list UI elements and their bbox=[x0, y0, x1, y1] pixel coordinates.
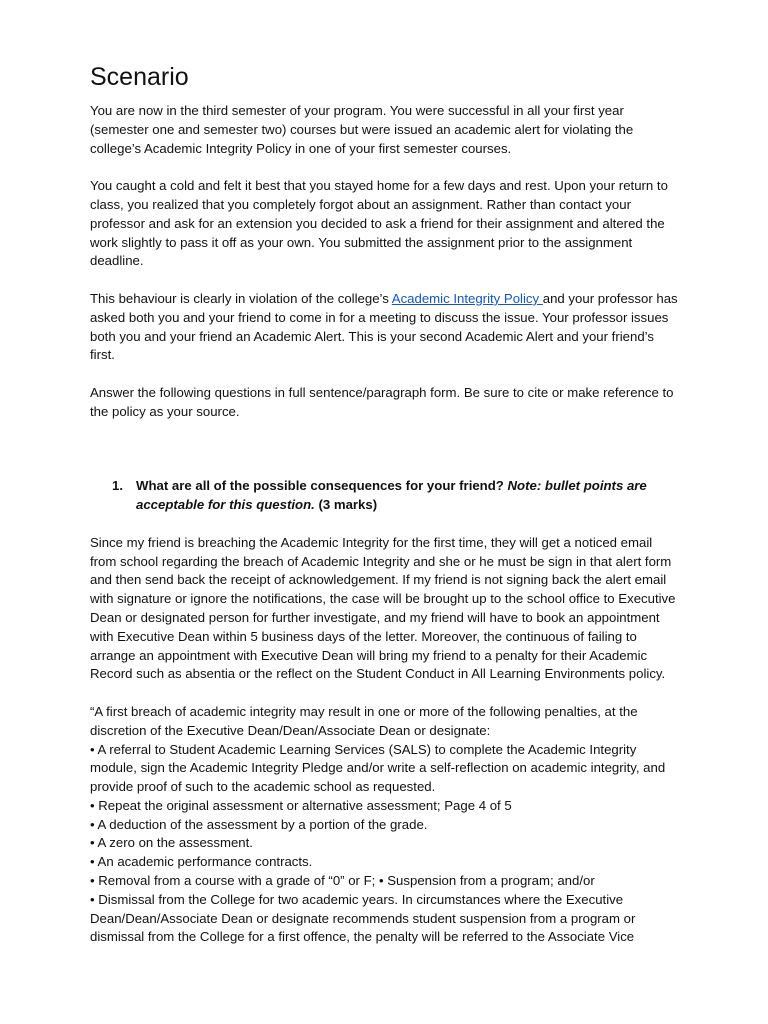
list-item: • An academic performance contracts. bbox=[90, 854, 313, 870]
question-number: 1. bbox=[112, 478, 123, 494]
scenario-paragraph-1: You are now in the third semester of your program. You were successful in all your first year (semester one and semester two) courses but were issued an academic alert for violating the college’s Academic Integrity Policy in one of your first semester courses. bbox=[90, 103, 634, 156]
list-item: • Repeat the original assessment or alternative assessment; Page 4 of 5 bbox=[90, 797, 512, 813]
answer-1 bbox=[90, 534, 680, 948]
list-item: • A deduction of the assessment by a portion of the grade. bbox=[90, 816, 428, 832]
list-item: • Dismissal from the College for two academic years. In circumstances where the Executive Dean/Dean/Associate Dean or designate recommends student suspension from a program or dismissal from the College for a first offence, the penalty will be referred to the Associate Vice bbox=[90, 891, 636, 945]
scenario-paragraph-2: You caught a cold and felt it best that you stayed home for a few days and rest. Upon your return to class, you realized that you completely forgot about an assignment. Rather than contact your professor and ask for an extension you decided to ask a friend for their assignment and altered the work slightly to pass it off as your own. You submitted the assignment prior to the assignment deadline. bbox=[90, 178, 668, 269]
answer-paragraph-1: Since my friend is breaching the Academic Integrity for the first time, they will get a noticed email from school regarding the breach of Academic Integrity and she or he must be sign in that alert form and then send back the receipt of acknowledgement. If my friend is not signing back the alert email with signature or ignore the notifications, the case will be brought up to the school office to Executive Dean or designated person for further investigate, and my friend will have to book an appointment with Executive Dean within 5 business days of the letter. Moreover, the continuous of failing to arrange an appointment with Executive Dean will bring my friend to a penalty for their Academic Record such as absentia or the reflect on the Student Conduct in All Learning Environments policy. bbox=[90, 534, 676, 682]
list-item: • Removal from a course with a grade of “0” or F; • Suspension from a program; and/or bbox=[90, 873, 595, 889]
question-note: Note: bullet points are acceptable for this question. bbox=[136, 478, 647, 513]
page-title: Scenario bbox=[90, 63, 189, 91]
policy-quote bbox=[90, 703, 680, 947]
list-item: • A referral to Student Academic Learning Services (SALS) to complete the Academic Integrity module, sign the Academic Integrity Pledge and/or write a self-reflection on academic integrity, and provide proof of such to the academic school as requested. bbox=[90, 741, 666, 795]
list-item: • A zero on the assessment. bbox=[90, 835, 253, 851]
question-text-wrapper bbox=[136, 477, 680, 515]
section-spacer bbox=[90, 440, 680, 477]
policy-quote-intro: “A first breach of academic integrity may result in one or more of the following penalties, at the discretion of the Executive Dean/Dean/Associate Dean or designate: bbox=[90, 703, 638, 738]
question-marks: (3 marks) bbox=[314, 497, 378, 513]
question-1 bbox=[112, 477, 680, 515]
penalty-list bbox=[90, 741, 680, 948]
scenario-paragraph-3-start: This behaviour is clearly in violation of the college’s bbox=[90, 290, 392, 306]
question-text: What are all of the possible consequences for your friend? bbox=[136, 478, 508, 494]
academic-integrity-policy-link[interactable]: Academic Integrity Policy bbox=[391, 290, 543, 306]
scenario-paragraph-3-end: and your professor has asked both you and your friend to come in for a meeting to discuss the issue. Your professor issues both you and your friend an Academic Alert. This is your second Academic Alert and your friend’s first. bbox=[90, 290, 678, 363]
scenario-paragraph-4: Answer the following questions in full sentence/paragraph form. Be sure to cite or make reference to the policy as your source. bbox=[90, 384, 674, 419]
scenario-paragraph-3 bbox=[90, 290, 680, 365]
